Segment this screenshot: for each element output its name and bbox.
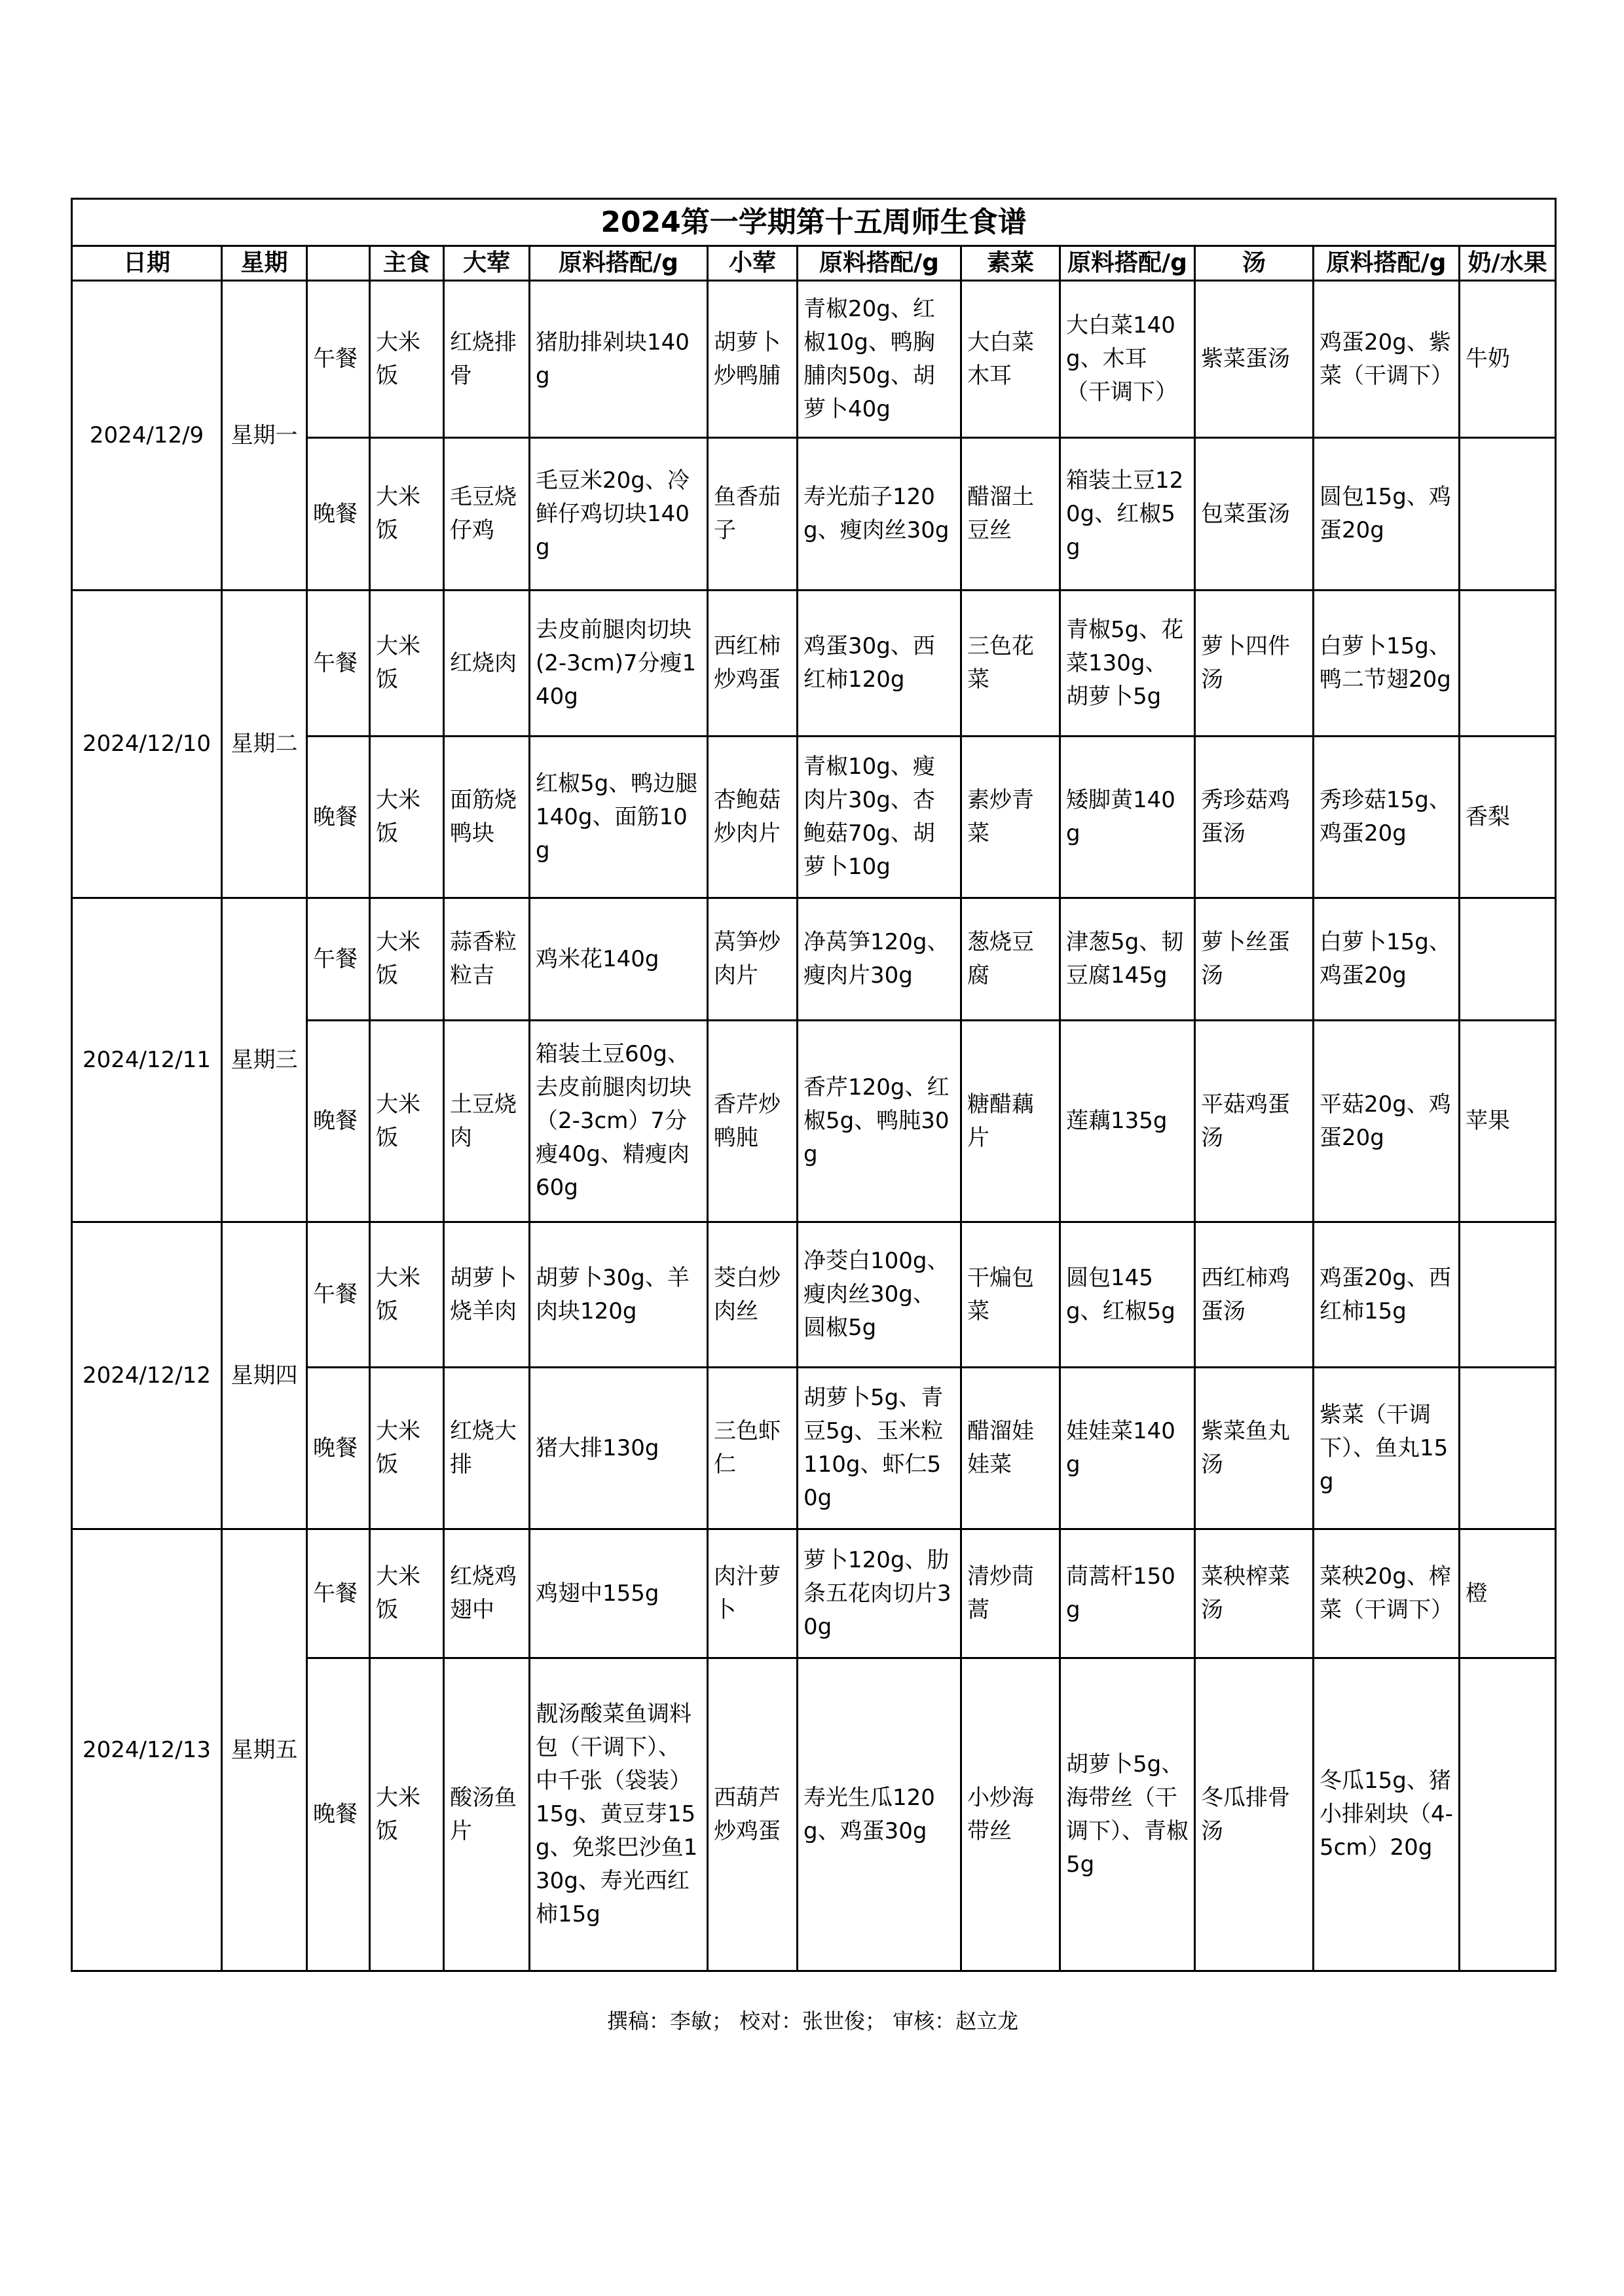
staple-cell: 大米饭 <box>370 737 444 898</box>
soup-cell: 紫菜蛋汤 <box>1195 281 1314 438</box>
main-dish-cell: 红烧肉 <box>444 591 530 737</box>
main-dish-cell: 红烧鸡翅中 <box>444 1529 530 1658</box>
main-ingredients-cell: 鸡翅中155g <box>530 1529 708 1658</box>
main-dish-cell: 蒜香粒粒吉 <box>444 898 530 1021</box>
soup-ingredients-cell: 鸡蛋20g、紫菜（干调下） <box>1314 281 1460 438</box>
side-ingredients-cell: 寿光茄子120g、瘦肉丝30g <box>798 438 961 591</box>
side-ingredients-cell: 萝卜120g、肋条五花肉切片30g <box>798 1529 961 1658</box>
header-milk-fruit: 奶/水果 <box>1460 246 1556 281</box>
staple-cell: 大米饭 <box>370 898 444 1021</box>
soup-cell: 西红柿鸡蛋汤 <box>1195 1222 1314 1368</box>
main-ingredients-cell: 箱装土豆60g、去皮前腿肉切块（2-3cm）7分瘦40g、精瘦肉60g <box>530 1021 708 1222</box>
soup-ingredients-cell: 鸡蛋20g、西红柿15g <box>1314 1222 1460 1368</box>
staple-cell: 大米饭 <box>370 1658 444 1971</box>
table-row <box>72 1529 1556 1658</box>
side-dish-cell: 三色虾仁 <box>708 1368 798 1529</box>
staple-cell: 大米饭 <box>370 281 444 438</box>
date-cell: 2024/12/10 <box>72 591 222 898</box>
milk-fruit-cell <box>1460 1368 1556 1529</box>
vegetable-ingredients-cell: 娃娃菜140g <box>1060 1368 1195 1529</box>
main-ingredients-cell: 胡萝卜30g、羊肉块120g <box>530 1222 708 1368</box>
main-dish-cell: 面筋烧鸭块 <box>444 737 530 898</box>
soup-cell: 紫菜鱼丸汤 <box>1195 1368 1314 1529</box>
header-weekday: 星期 <box>222 246 307 281</box>
soup-cell: 秀珍菇鸡蛋汤 <box>1195 737 1314 898</box>
meal-cell: 午餐 <box>307 281 370 438</box>
vegetable-cell: 清炒茼蒿 <box>961 1529 1060 1658</box>
meal-cell: 晚餐 <box>307 438 370 591</box>
side-dish-cell: 香芹炒鸭肫 <box>708 1021 798 1222</box>
milk-fruit-cell: 橙 <box>1460 1529 1556 1658</box>
side-dish-cell: 莴笋炒肉片 <box>708 898 798 1021</box>
table-row <box>72 591 1556 737</box>
vegetable-ingredients-cell: 莲藕135g <box>1060 1021 1195 1222</box>
vegetable-cell: 干煸包菜 <box>961 1222 1060 1368</box>
soup-ingredients-cell: 圆包15g、鸡蛋20g <box>1314 438 1460 591</box>
side-dish-cell: 西红柿炒鸡蛋 <box>708 591 798 737</box>
side-ingredients-cell: 净莴笋120g、瘦肉片30g <box>798 898 961 1021</box>
main-ingredients-cell: 毛豆米20g、冷鲜仔鸡切块140g <box>530 438 708 591</box>
staple-cell: 大米饭 <box>370 1222 444 1368</box>
side-ingredients-cell: 青椒10g、瘦肉片30g、杏鲍菇70g、胡萝卜10g <box>798 737 961 898</box>
side-dish-cell: 西葫芦炒鸡蛋 <box>708 1658 798 1971</box>
milk-fruit-cell <box>1460 1658 1556 1971</box>
main-ingredients-cell: 红椒5g、鸭边腿140g、面筋10g <box>530 737 708 898</box>
soup-cell: 包菜蛋汤 <box>1195 438 1314 591</box>
main-ingredients-cell: 靓汤酸菜鱼调料包（干调下）、中千张（袋装）15g、黄豆芽15g、免浆巴沙鱼130g、寿光西红柿15g <box>530 1658 708 1971</box>
meal-cell: 晚餐 <box>307 1368 370 1529</box>
main-ingredients-cell: 猪大排130g <box>530 1368 708 1529</box>
header-staple: 主食 <box>370 246 444 281</box>
main-dish-cell: 胡萝卜烧羊肉 <box>444 1222 530 1368</box>
vegetable-ingredients-cell: 津葱5g、韧豆腐145g <box>1060 898 1195 1021</box>
main-dish-cell: 酸汤鱼片 <box>444 1658 530 1971</box>
side-dish-cell: 肉汁萝卜 <box>708 1529 798 1658</box>
side-ingredients-cell: 鸡蛋30g、西红柿120g <box>798 591 961 737</box>
vegetable-ingredients-cell: 茼蒿杆150g <box>1060 1529 1195 1658</box>
meal-cell: 午餐 <box>307 591 370 737</box>
soup-ingredients-cell: 秀珍菇15g、鸡蛋20g <box>1314 737 1460 898</box>
side-dish-cell: 杏鲍菇炒肉片 <box>708 737 798 898</box>
header-soup: 汤 <box>1195 246 1314 281</box>
meal-cell: 午餐 <box>307 1529 370 1658</box>
header-side-dish: 小荤 <box>708 246 798 281</box>
soup-ingredients-cell: 冬瓜15g、猪小排剁块（4-5cm）20g <box>1314 1658 1460 1971</box>
vegetable-cell: 醋溜娃娃菜 <box>961 1368 1060 1529</box>
milk-fruit-cell <box>1460 898 1556 1021</box>
vegetable-ingredients-cell: 矮脚黄140g <box>1060 737 1195 898</box>
main-dish-cell: 红烧排骨 <box>444 281 530 438</box>
milk-fruit-cell <box>1460 1222 1556 1368</box>
milk-fruit-cell: 香梨 <box>1460 737 1556 898</box>
meal-cell: 晚餐 <box>307 1021 370 1222</box>
main-dish-cell: 红烧大排 <box>444 1368 530 1529</box>
weekday-cell: 星期三 <box>222 898 307 1222</box>
main-ingredients-cell: 猪肋排剁块140g <box>530 281 708 438</box>
weekday-cell: 星期二 <box>222 591 307 898</box>
soup-cell: 萝卜四件汤 <box>1195 591 1314 737</box>
weekday-cell: 星期五 <box>222 1529 307 1971</box>
weekday-cell: 星期四 <box>222 1222 307 1529</box>
header-vegetable: 素菜 <box>961 246 1060 281</box>
side-ingredients-cell: 净茭白100g、瘦肉丝30g、圆椒5g <box>798 1222 961 1368</box>
milk-fruit-cell: 苹果 <box>1460 1021 1556 1222</box>
header-meal <box>307 246 370 281</box>
vegetable-cell: 素炒青菜 <box>961 737 1060 898</box>
header-soup-ingredients: 原料搭配/g <box>1314 246 1460 281</box>
side-ingredients-cell: 胡萝卜5g、青豆5g、玉米粒110g、虾仁50g <box>798 1368 961 1529</box>
page-title: 2024第一学期第十五周师生食谱 <box>72 199 1556 246</box>
header-date: 日期 <box>72 246 222 281</box>
staple-cell: 大米饭 <box>370 438 444 591</box>
main-dish-cell: 土豆烧肉 <box>444 1021 530 1222</box>
staple-cell: 大米饭 <box>370 1021 444 1222</box>
header-main-dish: 大荤 <box>444 246 530 281</box>
soup-cell: 萝卜丝蛋汤 <box>1195 898 1314 1021</box>
weekday-cell: 星期一 <box>222 281 307 591</box>
milk-fruit-cell <box>1460 438 1556 591</box>
milk-fruit-cell: 牛奶 <box>1460 281 1556 438</box>
side-dish-cell: 鱼香茄子 <box>708 438 798 591</box>
side-dish-cell: 胡萝卜炒鸭脯 <box>708 281 798 438</box>
date-cell: 2024/12/13 <box>72 1529 222 1971</box>
milk-fruit-cell <box>1460 591 1556 737</box>
menu-body <box>72 281 1556 1971</box>
staple-cell: 大米饭 <box>370 1529 444 1658</box>
vegetable-ingredients-cell: 胡萝卜5g、海带丝（干调下）、青椒5g <box>1060 1658 1195 1971</box>
meal-cell: 晚餐 <box>307 737 370 898</box>
table-row <box>72 1222 1556 1368</box>
side-dish-cell: 茭白炒肉丝 <box>708 1222 798 1368</box>
meal-cell: 午餐 <box>307 898 370 1021</box>
staple-cell: 大米饭 <box>370 591 444 737</box>
vegetable-ingredients-cell: 圆包145g、红椒5g <box>1060 1222 1195 1368</box>
side-ingredients-cell: 香芹120g、红椒5g、鸭肫30g <box>798 1021 961 1222</box>
footer-credits: 撰稿：李敏； 校对：张世俊； 审核：赵立龙 <box>606 2009 1019 2033</box>
soup-cell: 平菇鸡蛋汤 <box>1195 1021 1314 1222</box>
header-vegetable-ingredients: 原料搭配/g <box>1060 246 1195 281</box>
soup-ingredients-cell: 平菇20g、鸡蛋20g <box>1314 1021 1460 1222</box>
staple-cell: 大米饭 <box>370 1368 444 1529</box>
vegetable-ingredients-cell: 箱装土豆120g、红椒5g <box>1060 438 1195 591</box>
header-side-ingredients: 原料搭配/g <box>798 246 961 281</box>
meal-cell: 午餐 <box>307 1222 370 1368</box>
vegetable-cell: 小炒海带丝 <box>961 1658 1060 1971</box>
date-cell: 2024/12/12 <box>72 1222 222 1529</box>
soup-ingredients-cell: 紫菜（干调下）、鱼丸15g <box>1314 1368 1460 1529</box>
vegetable-cell: 三色花菜 <box>961 591 1060 737</box>
meal-cell: 晚餐 <box>307 1658 370 1971</box>
soup-ingredients-cell: 白萝卜15g、鸭二节翅20g <box>1314 591 1460 737</box>
vegetable-cell: 大白菜木耳 <box>961 281 1060 438</box>
main-dish-cell: 毛豆烧仔鸡 <box>444 438 530 591</box>
header-main-ingredients: 原料搭配/g <box>530 246 708 281</box>
soup-cell: 冬瓜排骨汤 <box>1195 1658 1314 1971</box>
soup-ingredients-cell: 白萝卜15g、鸡蛋20g <box>1314 898 1460 1021</box>
main-ingredients-cell: 去皮前腿肉切块(2-3cm)7分瘦140g <box>530 591 708 737</box>
vegetable-cell: 醋溜土豆丝 <box>961 438 1060 591</box>
vegetable-cell: 糖醋藕片 <box>961 1021 1060 1222</box>
table-row <box>72 898 1556 1021</box>
table-row <box>72 281 1556 438</box>
vegetable-ingredients-cell: 青椒5g、花菜130g、胡萝卜5g <box>1060 591 1195 737</box>
side-ingredients-cell: 寿光生瓜120g、鸡蛋30g <box>798 1658 961 1971</box>
main-ingredients-cell: 鸡米花140g <box>530 898 708 1021</box>
soup-ingredients-cell: 菜秧20g、榨菜（干调下） <box>1314 1529 1460 1658</box>
menu-table <box>71 198 1557 1972</box>
vegetable-ingredients-cell: 大白菜140g、木耳（干调下） <box>1060 281 1195 438</box>
date-cell: 2024/12/9 <box>72 281 222 591</box>
date-cell: 2024/12/11 <box>72 898 222 1222</box>
side-ingredients-cell: 青椒20g、红椒10g、鸭胸脯肉50g、胡萝卜40g <box>798 281 961 438</box>
soup-cell: 菜秧榨菜汤 <box>1195 1529 1314 1658</box>
vegetable-cell: 葱烧豆腐 <box>961 898 1060 1021</box>
